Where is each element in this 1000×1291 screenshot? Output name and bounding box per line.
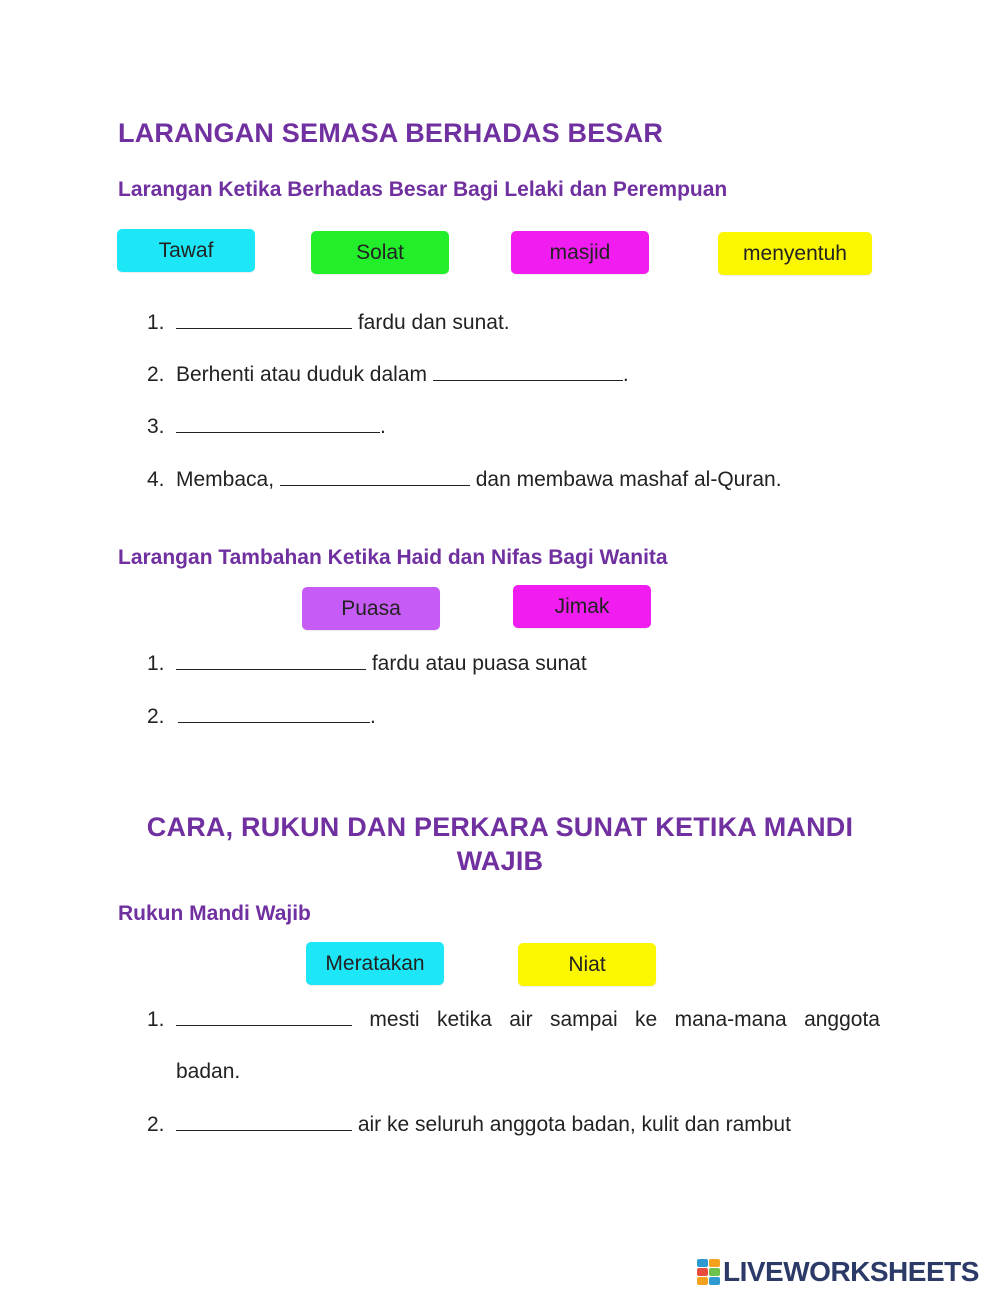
chip-label: Niat xyxy=(568,952,606,976)
question-item: 1. fardu dan sunat. xyxy=(147,311,510,334)
question-continuation: badan. xyxy=(176,1060,241,1083)
answer-blank[interactable] xyxy=(176,1007,352,1026)
subsection-title-rukun: Rukun Mandi Wajib xyxy=(118,902,311,925)
answer-chip-masjid[interactable] xyxy=(511,231,649,274)
answer-blank[interactable] xyxy=(176,651,366,670)
answer-chip-niat[interactable] xyxy=(518,943,656,986)
answer-chip-jimak[interactable] xyxy=(513,585,651,628)
question-item: 3. . xyxy=(147,415,386,438)
answer-blank[interactable] xyxy=(176,414,380,433)
answer-blank[interactable] xyxy=(178,704,370,723)
section-title-mandi-wajib: CARA, RUKUN DAN PERKARA SUNAT KETIKA MANDI WAJIB xyxy=(146,812,854,876)
answer-chip-tawaf[interactable] xyxy=(117,229,255,272)
chip-label: Solat xyxy=(356,240,404,264)
question-item: 4. Membaca, dan membawa mashaf al-Quran. xyxy=(147,468,782,491)
answer-chip-meratakan[interactable] xyxy=(306,942,444,985)
chip-label: Puasa xyxy=(341,596,401,620)
question-item: 2. . xyxy=(147,705,376,728)
chip-label: menyentuh xyxy=(743,241,847,265)
answer-blank[interactable] xyxy=(176,1112,352,1131)
question-item: 2. Berhenti atau duduk dalam . xyxy=(147,363,629,386)
chip-label: Meratakan xyxy=(325,951,425,975)
question-item: 1. fardu atau puasa sunat xyxy=(147,652,587,675)
chip-label: Jimak xyxy=(554,594,610,618)
question-item: 1. mesti ketika air sampai ke mana-mana anggota xyxy=(147,1008,880,1031)
subsection-title-lelaki-perempuan: Larangan Ketika Berhadas Besar Bagi Lelaki dan Perempuan xyxy=(118,178,728,201)
answer-blank[interactable] xyxy=(280,467,470,486)
answer-chip-puasa[interactable] xyxy=(302,587,440,630)
answer-chip-solat[interactable] xyxy=(311,231,449,274)
answer-chip-menyentuh[interactable] xyxy=(718,232,872,275)
question-item: 2. air ke seluruh anggota badan, kulit dan rambut xyxy=(147,1113,791,1136)
liveworksheets-logo xyxy=(697,1256,979,1288)
answer-blank[interactable] xyxy=(433,362,623,381)
section-title-larangan: LARANGAN SEMASA BERHADAS BESAR xyxy=(118,118,664,148)
logo-text: LIVEWORKSHEETS xyxy=(723,1256,979,1287)
chip-label: masjid xyxy=(549,240,611,264)
answer-blank[interactable] xyxy=(176,310,352,329)
chip-label: Tawaf xyxy=(158,238,214,262)
logo-blocks-icon xyxy=(697,1259,720,1285)
subsection-title-haid-nifas: Larangan Tambahan Ketika Haid dan Nifas Bagi Wanita xyxy=(118,546,668,569)
